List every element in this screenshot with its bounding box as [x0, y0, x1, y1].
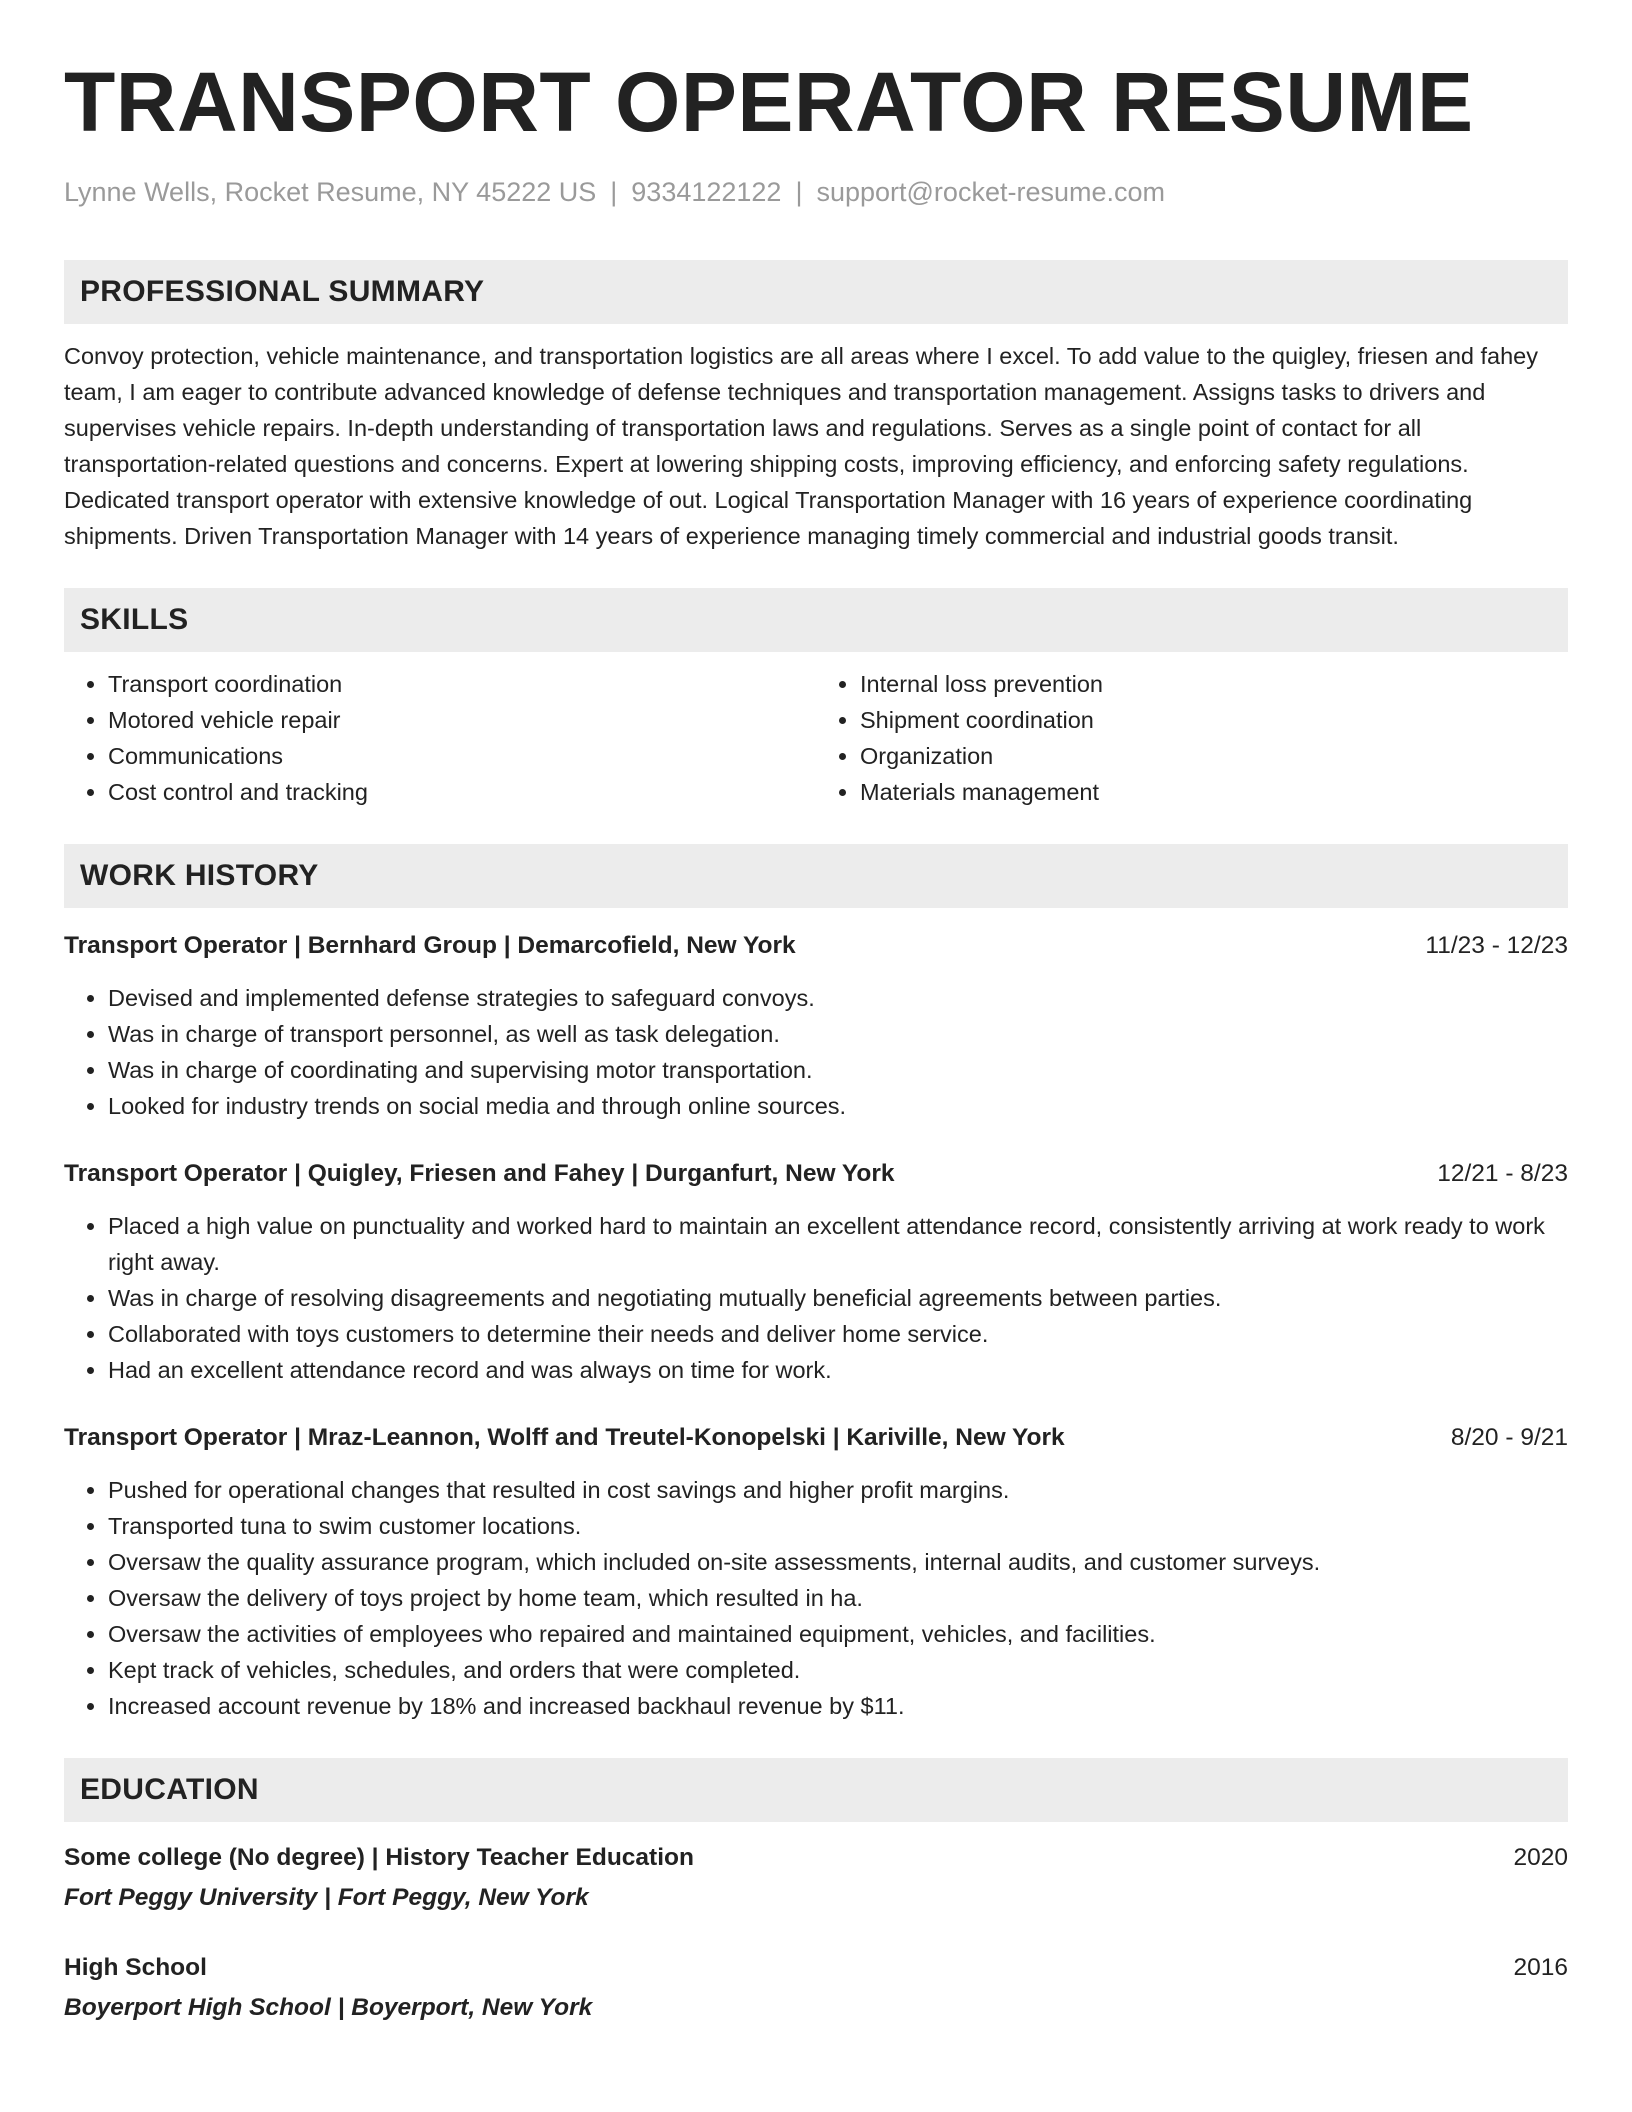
job-bullet: • Was in charge of coordinating and supervising motor transportation. [108, 1052, 1568, 1088]
job-bullet: • Collaborated with toys customers to determine their needs and deliver home service. [108, 1316, 1568, 1352]
contact-phone: 9334122122 [631, 177, 782, 207]
education-entry [64, 1840, 1568, 1916]
skill-item: • Motored vehicle repair [108, 702, 816, 738]
contact-address: Lynne Wells, Rocket Resume, NY 45222 US [64, 177, 597, 207]
skills-list [64, 666, 1568, 810]
contact-email[interactable]: support@rocket-resume.com [816, 177, 1165, 207]
job-bullet: • Oversaw the delivery of toys project by home team, which resulted in ha. [108, 1580, 1568, 1616]
contact-line [64, 174, 1568, 210]
job-dates: 11/23 - 12/23 [1425, 932, 1568, 959]
job-entry [64, 1420, 1568, 1724]
section-header-work-history: WORK HISTORY [64, 844, 1568, 908]
education-degree: High School [64, 1954, 207, 1981]
job-bullets [64, 980, 1568, 1124]
summary-text: Convoy protection, vehicle maintenance, and transportation logistics are all areas where I excel. To add value to the quigley, friesen and fahey team, I am eager to contribute advanced knowledge of defense techniques and transportation management. Assigns tasks to drivers and supervises vehicle repairs. In-depth understanding of transportation laws and regulations. Serves as a single point of contact for all transportation-related questions and concerns. Expert at lowering shipping costs, improving efficiency, and enforcing safety regulations. Dedicated transport operator with extensive knowledge of out. Logical Transportation Manager with 16 years of experience coordinating shipments. Driven Transportation Manager with 14 years of experience managing timely commercial and industrial goods transit. [64, 343, 1538, 549]
job-bullet: • Increased account revenue by 18% and increased backhaul revenue by $11. [108, 1688, 1568, 1724]
skill-item: • Transport coordination [108, 666, 816, 702]
skill-item: • Communications [108, 738, 816, 774]
skills-column-right [816, 666, 1568, 810]
contact-separator: | [610, 177, 618, 207]
job-entry [64, 928, 1568, 1124]
job-header [64, 1156, 1568, 1192]
skill-item: • Materials management [860, 774, 1568, 810]
job-bullets [64, 1472, 1568, 1724]
education-year: 2020 [1513, 1844, 1568, 1871]
skills-column-left [64, 666, 816, 810]
job-title: Transport Operator | Bernhard Group | Demarcofield, New York [64, 932, 796, 959]
education-year: 2016 [1513, 1954, 1568, 1981]
job-title: Transport Operator | Mraz-Leannon, Wolff and Treutel-Konopelski | Kariville, New York [64, 1424, 1065, 1451]
job-title: Transport Operator | Quigley, Friesen and Fahey | Durganfurt, New York [64, 1160, 895, 1187]
job-bullet: • Looked for industry trends on social media and through online sources. [108, 1088, 1568, 1124]
skill-item: • Cost control and tracking [108, 774, 816, 810]
education-school: Boyerport High School | Boyerport, New York [64, 1994, 593, 2021]
job-bullet: • Had an excellent attendance record and was always on time for work. [108, 1352, 1568, 1388]
job-header [64, 1420, 1568, 1456]
job-bullet: • Was in charge of transport personnel, as well as task delegation. [108, 1016, 1568, 1052]
job-entry [64, 1156, 1568, 1388]
resume-title: TRANSPORT OPERATOR RESUME [64, 55, 1474, 149]
job-bullet: • Oversaw the quality assurance program, which included on-site assessments, internal audits, and customer surveys. [108, 1544, 1568, 1580]
job-header [64, 928, 1568, 964]
skill-item: • Shipment coordination [860, 702, 1568, 738]
education-header [64, 1840, 1568, 1876]
job-bullet: • Transported tuna to swim customer locations. [108, 1508, 1568, 1544]
job-bullet: • Pushed for operational changes that resulted in cost savings and higher profit margins. [108, 1472, 1568, 1508]
job-bullet: • Kept track of vehicles, schedules, and orders that were completed. [108, 1652, 1568, 1688]
job-dates: 8/20 - 9/21 [1450, 1424, 1568, 1451]
education-entry [64, 1950, 1568, 2026]
education-school: Fort Peggy University | Fort Peggy, New York [64, 1884, 589, 1911]
skill-item: • Organization [860, 738, 1568, 774]
job-bullet: • Placed a high value on punctuality and worked hard to maintain an excellent attendance record, consistently arriving at work ready to work right away. [108, 1208, 1568, 1280]
section-header-summary: PROFESSIONAL SUMMARY [64, 260, 1568, 324]
job-bullet: • Oversaw the activities of employees who repaired and maintained equipment, vehicles, and facilities. [108, 1616, 1568, 1652]
job-bullets [64, 1208, 1568, 1388]
contact-separator: | [795, 177, 803, 207]
section-header-skills: SKILLS [64, 588, 1568, 652]
section-header-education: EDUCATION [64, 1758, 1568, 1822]
job-dates: 12/21 - 8/23 [1437, 1160, 1568, 1187]
skill-item: • Internal loss prevention [860, 666, 1568, 702]
job-bullet: • Devised and implemented defense strategies to safeguard convoys. [108, 980, 1568, 1016]
job-bullet: • Was in charge of resolving disagreements and negotiating mutually beneficial agreements between parties. [108, 1280, 1568, 1316]
education-header [64, 1950, 1568, 1986]
education-degree: Some college (No degree) | History Teacher Education [64, 1844, 694, 1871]
